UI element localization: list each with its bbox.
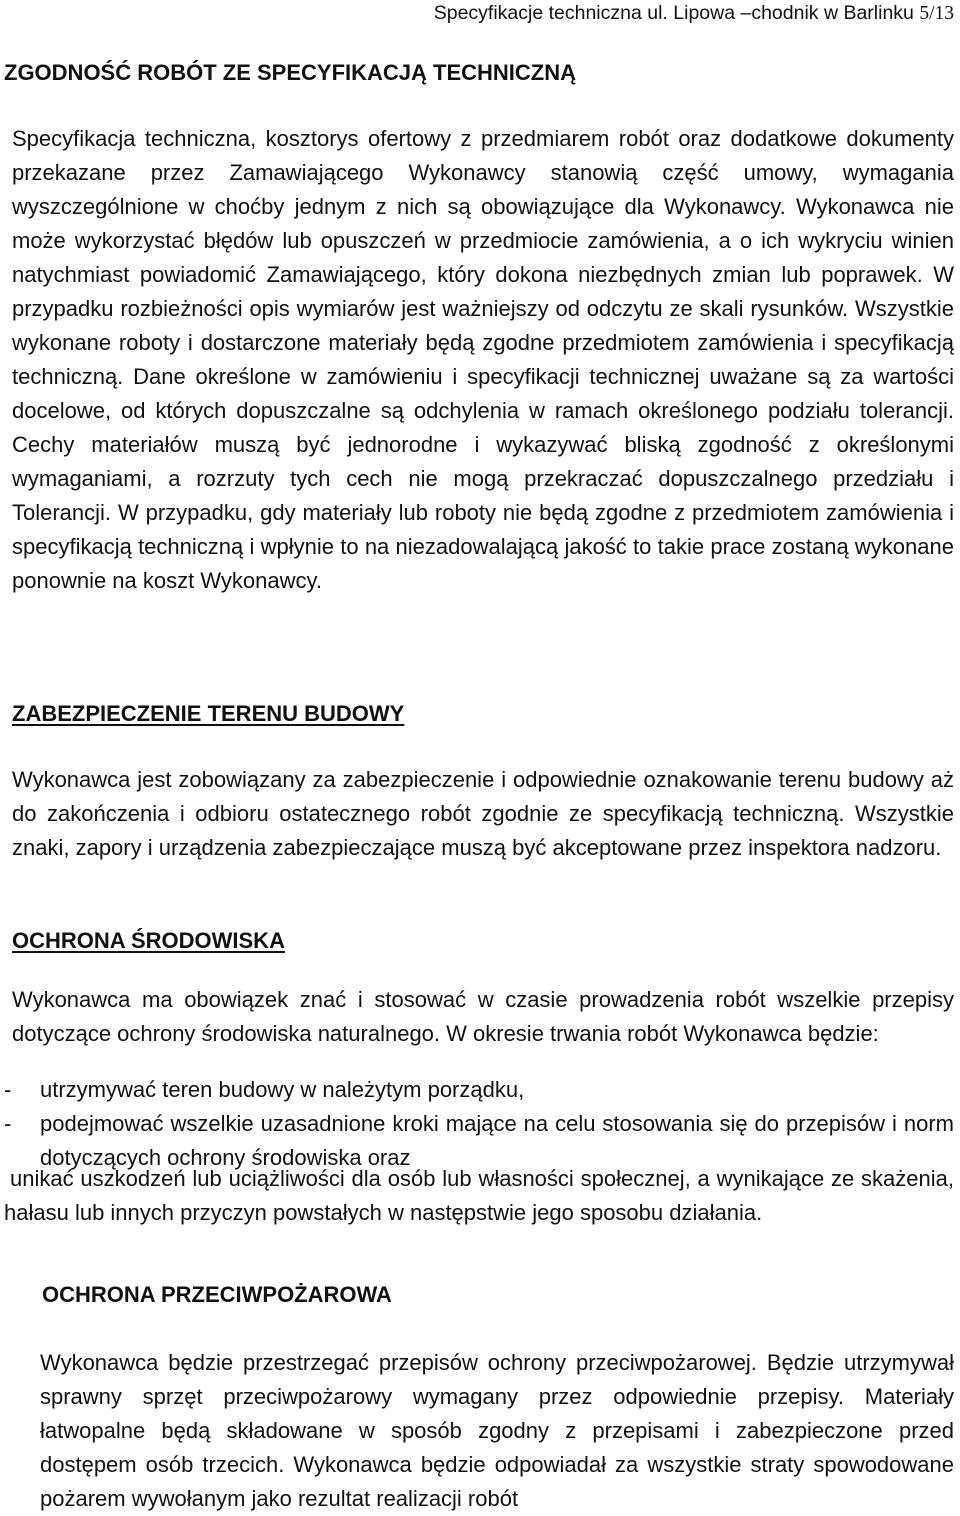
section-heading-environment: OCHRONA ŚRODOWISKA: [12, 928, 285, 953]
list-dash: -: [4, 1111, 12, 1136]
list-item-text: utrzymywać teren budowy w należytym porządku,: [40, 1077, 525, 1102]
running-title: Specyfikacje techniczna ul. Lipowa –chodnik w Barlinku: [433, 2, 914, 24]
section-paragraph-fire-protection: Wykonawca będzie przestrzegać przepisów ochrony przeciwpożarowej. Będzie utrzymywał sprawny sprzęt przeciwpożarowy wymagany przez odpowiednie przepisy. Materiały łatwopalne będą składowane w sposób zgodny z przepisami i zabezpieczone przed dostępem osób trzecich. Wykonawca będzie odpowiadał za wszystkie straty spowodowane pożarem wywołanym jako rezultat realizacji robót: [40, 1350, 954, 1511]
section-continuation-environment: unikać uszkodzeń lub uciążliwości dla osób lub własności społecznej, a wynikające ze skażenia, hałasu lub innych przyczyn powstałych w następstwie jego sposobu działania.: [4, 1166, 954, 1225]
running-header: [434, 2, 954, 25]
list-dash: -: [4, 1077, 12, 1102]
list-item: [4, 1073, 954, 1107]
section-paragraph-compliance: Specyfikacja techniczna, kosztorys ofertowy z przedmiarem robót oraz dodatkowe dokumenty przekazane przez Zamawiającego Wykonawcy stanowią część umowy, wymagania wyszczególnione w choćby jednym z nich są obowiązujące dla Wykonawcy. Wykonawca nie może wykorzystać błędów lub opuszczeń w przedmiocie zamówienia, a o ich wykryciu winien natychmiast powiadomić Zamawiającego, który dokona niezbędnych zmian lub poprawek. W przypadku rozbieżności opis wymiarów jest ważniejszy od odczytu ze skali rysunków. Wszystkie wykonane roboty i dostarczone materiały będą zgodne przedmiotem zamówienia i specyfikacją techniczną. Dane określone w zamówieniu i specyfikacji technicznej uważane są za wartości docelowe, od których dopuszczalne są odchylenia w ramach określonego podziału tolerancji. Cechy materiałów muszą być jednorodne i wykazywać bliską zgodność z określonymi wymaganiami, a rozrzuty tych cech nie mogą przekraczać dopuszczalnego przedziału i Tolerancji. W przypadku, gdy materiały lub roboty nie będą zgodne z przedmiotem zamówienia i specyfikacją techniczną i wpłynie to na niezadowalającą jakość to takie prace zostaną wykonane ponownie na koszt Wykonawcy.: [12, 126, 954, 593]
list-item-text: podejmować wszelkie uzasadnione kroki mające na celu stosowania się do przepisów i norm dotyczących ochrony środowiska oraz: [40, 1111, 954, 1170]
section-heading-fire-protection: OCHRONA PRZECIWPOŻAROWA: [42, 1282, 392, 1307]
section-paragraph-environment: Wykonawca ma obowiązek znać i stosować w czasie prowadzenia robót wszelkie przepisy dotyczące ochrony środowiska naturalnego. W okresie trwania robót Wykonawca będzie:: [12, 987, 954, 1046]
section-heading-site-security: ZABEZPIECZENIE TERENU BUDOWY: [12, 701, 405, 726]
page-number: 5/13: [919, 3, 954, 24]
section-paragraph-site-security: Wykonawca jest zobowiązany za zabezpieczenie i odpowiednie oznakowanie terenu budowy aż do zakończenia i odbioru ostatecznego robót zgodnie ze specyfikacją techniczną. Wszystkie znaki, zapory i urządzenia zabezpieczające muszą być akceptowane przez inspektora nadzoru.: [12, 767, 954, 860]
section-heading-compliance: ZGODNOŚĆ ROBÓT ZE SPECYFIKACJĄ TECHNICZNĄ: [4, 60, 577, 85]
environment-list: [4, 1073, 954, 1175]
